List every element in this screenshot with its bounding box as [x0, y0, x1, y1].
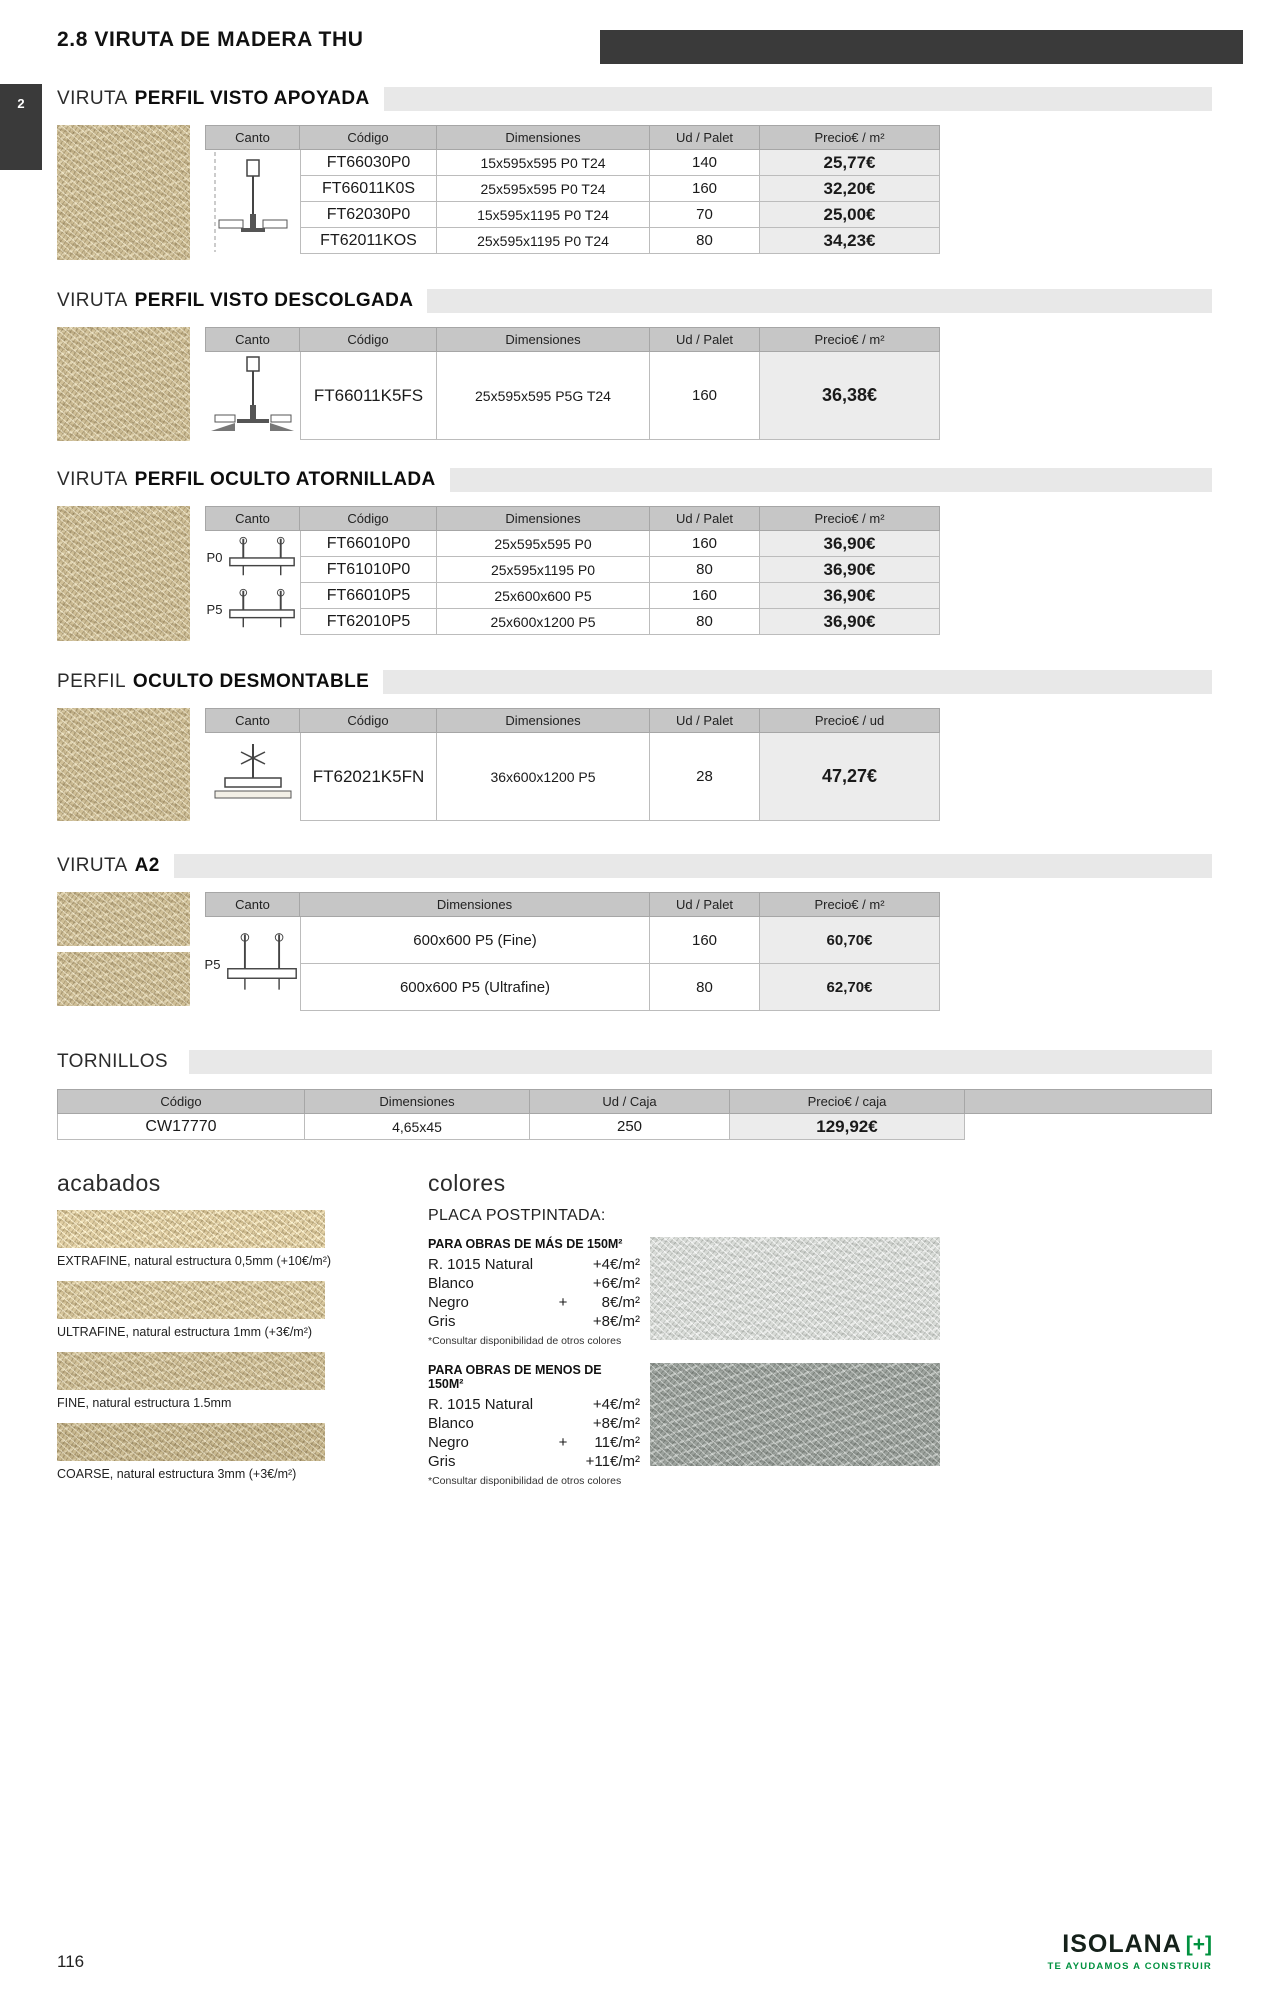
dimensiones-cell: 600x600 P5 (Fine)	[300, 917, 650, 964]
dimensiones-cell: 25x595x595 P0	[437, 531, 650, 557]
col-header-dimensiones: Dimensiones	[437, 125, 650, 150]
ud-palet-cell: 160	[650, 917, 760, 964]
fine-texture-image	[57, 1352, 325, 1390]
section-title-light: PERFIL	[57, 671, 126, 692]
product-table	[205, 892, 940, 1011]
ud-palet-cell: 160	[650, 352, 760, 440]
colores-subtitle: PLACA POSTPINTADA:	[428, 1207, 606, 1224]
col-header-canto: Canto	[205, 708, 300, 733]
color-name: Negro	[428, 1434, 469, 1451]
section-title-light: TORNILLOS	[57, 1051, 168, 1072]
dimensiones-cell: 25x595x1195 P0	[437, 557, 650, 583]
dimensiones-cell: 15x595x1195 P0 T24	[437, 202, 650, 228]
precio-cell: 34,23€	[760, 228, 940, 254]
section-title-light: VIRUTA	[57, 855, 128, 876]
acabado-item	[57, 1281, 428, 1339]
product-row	[57, 892, 1212, 1011]
color-block-mas-150	[428, 1237, 940, 1347]
ud-palet-cell: 28	[650, 733, 760, 821]
color-footnote: *Consultar disponibilidad de otros colores	[428, 1475, 622, 1487]
dimensiones-cell: 25x595x1195 P0 T24	[437, 228, 650, 254]
codigo-cell: FT62030P0	[300, 202, 437, 228]
acabados-title: acabados	[57, 1170, 161, 1196]
color-price-list	[428, 1237, 640, 1347]
color-row	[428, 1395, 640, 1414]
white-wood-wool-texture-image	[650, 1237, 940, 1340]
perfil-visto-apoyada-diagram	[205, 152, 300, 252]
color-name: R. 1015 Natural	[428, 1396, 534, 1413]
canto-label-p5: P5	[206, 601, 223, 617]
color-value: +8€/m²	[592, 1415, 640, 1432]
canto-cell	[205, 733, 300, 821]
color-value: +8€/m²	[592, 1313, 640, 1330]
section-title	[57, 853, 1212, 879]
col-header-precio: Precio€ / ud	[760, 708, 940, 733]
acabado-caption: FINE, natural estructura 1.5mm	[57, 1396, 232, 1410]
col-header-precio: Precio€ / m²	[760, 125, 940, 150]
col-header-ud-palet: Ud / Palet	[650, 125, 760, 150]
bottom-area	[57, 1170, 1212, 1487]
dimensiones-cell: 25x600x600 P5	[437, 583, 650, 609]
wood-wool-texture-image	[57, 952, 190, 1006]
color-plus: +	[558, 1294, 568, 1311]
ultrafine-texture-image	[57, 1281, 325, 1319]
dimensiones-cell: 15x595x595 P0 T24	[437, 150, 650, 176]
gray-wood-wool-texture-image	[650, 1363, 940, 1466]
color-name: R. 1015 Natural	[428, 1256, 534, 1273]
ud-palet-cell: 70	[650, 202, 760, 228]
canto-p5-group	[205, 930, 301, 998]
col-header-canto: Canto	[205, 125, 300, 150]
col-header-dimensiones: Dimensiones	[437, 506, 650, 531]
color-block-heading: PARA OBRAS DE MÁS DE 150M²	[428, 1237, 623, 1251]
color-name: Negro	[428, 1294, 469, 1311]
canto-cell	[205, 150, 300, 254]
col-header-ud-palet: Ud / Palet	[650, 892, 760, 917]
color-block-menos-150	[428, 1363, 940, 1487]
chapter-number: 2	[17, 96, 25, 111]
section-viruta-a2	[57, 853, 1212, 1011]
wood-wool-texture-image	[57, 708, 190, 821]
acabado-item	[57, 1352, 428, 1410]
section-title-light: VIRUTA	[57, 469, 128, 490]
section-title	[57, 1049, 1212, 1075]
canto-cell	[205, 917, 300, 1011]
acabado-item	[57, 1210, 428, 1268]
section-title	[57, 467, 1212, 493]
canto-cell	[205, 531, 300, 635]
dimensiones-cell: 25x600x1200 P5	[437, 609, 650, 635]
coarse-texture-image	[57, 1423, 325, 1461]
color-plus	[550, 1452, 576, 1471]
perfil-visto-descolgada-diagram	[205, 353, 300, 439]
canto-p0-group	[207, 534, 299, 580]
wood-wool-texture-image	[57, 327, 190, 441]
color-name: Blanco	[428, 1415, 474, 1432]
color-plus	[550, 1274, 576, 1293]
ud-palet-cell: 80	[650, 228, 760, 254]
col-header-codigo: Código	[300, 506, 437, 531]
ud-caja-cell: 250	[530, 1114, 730, 1140]
color-row	[428, 1255, 640, 1274]
product-row	[57, 708, 1212, 821]
dimensiones-cell: 600x600 P5 (Ultrafine)	[300, 964, 650, 1011]
col-header-canto: Canto	[205, 892, 300, 917]
color-row	[428, 1312, 640, 1331]
col-header-canto: Canto	[205, 506, 300, 531]
ud-palet-cell: 80	[650, 557, 760, 583]
acabado-caption: ULTRAFINE, natural estructura 1mm (+3€/m²)	[57, 1325, 313, 1339]
col-header-precio: Precio€ / m²	[760, 506, 940, 531]
section-title	[57, 669, 1212, 695]
color-name: Blanco	[428, 1275, 474, 1292]
colores-section	[428, 1170, 940, 1487]
precio-cell: 36,90€	[760, 583, 940, 609]
col-header-canto: Canto	[205, 327, 300, 352]
col-header-dimensiones: Dimensiones	[305, 1089, 530, 1114]
product-row	[57, 327, 1212, 441]
precio-cell: 25,00€	[760, 202, 940, 228]
col-header-codigo: Código	[300, 708, 437, 733]
section-perfil-visto-descolgada	[57, 288, 1212, 441]
ud-palet-cell: 160	[650, 531, 760, 557]
product-row	[57, 125, 1212, 260]
page-number: 116	[57, 1952, 85, 1971]
canto-p5-group	[207, 586, 299, 632]
color-value: 11€/m²	[594, 1434, 640, 1451]
perfil-desmontable-diagram	[205, 742, 300, 812]
product-table	[205, 125, 940, 254]
wood-wool-texture-image	[57, 892, 190, 946]
precio-cell: 32,20€	[760, 176, 940, 202]
col-header-ud-palet: Ud / Palet	[650, 708, 760, 733]
section-title-bold: PERFIL VISTO APOYADA	[134, 88, 370, 109]
acabado-item	[57, 1423, 428, 1481]
section-perfil-oculto-atornillada	[57, 467, 1212, 641]
canto-label-p0: P0	[206, 549, 223, 565]
precio-cell: 47,27€	[760, 733, 940, 821]
section-title-bold: PERFIL VISTO DESCOLGADA	[134, 290, 414, 311]
perfil-a2-diagram	[224, 930, 300, 998]
dimensiones-cell: 4,65x45	[305, 1114, 530, 1140]
color-value: +11€/m²	[585, 1453, 640, 1470]
section-title-fill	[383, 670, 1212, 694]
dimensiones-cell: 25x595x595 P5G T24	[437, 352, 650, 440]
col-header-dimensiones: Dimensiones	[437, 327, 650, 352]
ud-palet-cell: 140	[650, 150, 760, 176]
section-title-fill	[174, 854, 1212, 878]
color-plus	[550, 1255, 576, 1274]
precio-cell: 62,70€	[760, 964, 940, 1011]
brand-logo	[1048, 1930, 1212, 1972]
section-title-fill	[189, 1050, 1212, 1074]
brand-name: ISOLANA	[1062, 1930, 1182, 1958]
color-row	[428, 1414, 640, 1433]
col-header-codigo: Código	[57, 1089, 305, 1114]
section-title-bold: A2	[134, 855, 160, 876]
color-block-heading: PARA OBRAS DE MENOS DE 150M²	[428, 1363, 602, 1391]
color-row	[428, 1274, 640, 1293]
ud-palet-cell: 80	[650, 609, 760, 635]
acabado-caption: COARSE, natural estructura 3mm (+3€/m²)	[57, 1467, 297, 1481]
color-name: Gris	[428, 1313, 456, 1330]
wood-wool-texture-image	[57, 125, 190, 260]
col-header-codigo: Código	[300, 327, 437, 352]
tornillos-table	[57, 1089, 1212, 1140]
section-title-fill	[427, 289, 1212, 313]
section-tornillos	[57, 1049, 1212, 1140]
product-table	[205, 506, 940, 635]
section-title	[57, 288, 1212, 314]
perfil-oculto-p0-diagram	[226, 534, 298, 580]
codigo-cell: FT62021K5FN	[300, 733, 437, 821]
color-row	[428, 1433, 640, 1452]
canto-cell	[205, 352, 300, 440]
col-header-precio: Precio€ / m²	[760, 892, 940, 917]
dimensiones-cell: 25x595x595 P0 T24	[437, 176, 650, 202]
brand-plus-icon: [+]	[1185, 1932, 1212, 1956]
precio-cell: 36,90€	[760, 609, 940, 635]
color-value: 8€/m²	[601, 1294, 640, 1311]
color-plus: +	[558, 1434, 568, 1451]
page-title: 2.8 VIRUTA DE MADERA THU	[57, 28, 364, 51]
precio-cell: 36,90€	[760, 557, 940, 583]
col-header-codigo: Código	[300, 125, 437, 150]
codigo-cell: CW17770	[57, 1114, 305, 1140]
acabado-caption: EXTRAFINE, natural estructura 0,5mm (+10€/m²)	[57, 1254, 332, 1268]
color-plus	[550, 1312, 576, 1331]
perfil-oculto-p5-diagram	[226, 586, 298, 632]
codigo-cell: FT62011KOS	[300, 228, 437, 254]
col-header-dimensiones: Dimensiones	[300, 892, 650, 917]
color-price-list	[428, 1363, 640, 1487]
extrafine-texture-image	[57, 1210, 325, 1248]
wood-wool-texture-image	[57, 506, 190, 641]
section-title-fill	[450, 468, 1212, 492]
color-value: +4€/m²	[592, 1396, 640, 1413]
codigo-cell: FT66010P0	[300, 531, 437, 557]
page-footer	[57, 1930, 1212, 1972]
codigo-cell: FT61010P0	[300, 557, 437, 583]
section-perfil-oculto-desmontable	[57, 669, 1212, 821]
codigo-cell: FT66010P5	[300, 583, 437, 609]
precio-cell: 25,77€	[760, 150, 940, 176]
product-table	[205, 327, 940, 440]
col-header-ud-palet: Ud / Palet	[650, 327, 760, 352]
canto-label-p5: P5	[204, 956, 221, 972]
color-row	[428, 1452, 640, 1471]
color-row	[428, 1293, 640, 1312]
col-header-precio: Precio€ / m²	[760, 327, 940, 352]
precio-cell: 60,70€	[760, 917, 940, 964]
section-title-bold: OCULTO DESMONTABLE	[132, 671, 370, 692]
colores-title: colores	[428, 1170, 506, 1196]
precio-cell: 129,92€	[730, 1114, 965, 1140]
section-title-fill	[384, 87, 1212, 111]
color-value: +4€/m²	[592, 1256, 640, 1273]
row-filler	[965, 1114, 1212, 1140]
ud-palet-cell: 160	[650, 176, 760, 202]
ud-palet-cell: 160	[650, 583, 760, 609]
codigo-cell: FT66011K0S	[300, 176, 437, 202]
section-title-bold: PERFIL OCULTO ATORNILLADA	[134, 469, 436, 490]
section-title	[57, 86, 1212, 112]
precio-cell: 36,38€	[760, 352, 940, 440]
color-name: Gris	[428, 1453, 456, 1470]
product-table	[205, 708, 940, 821]
wood-wool-texture-stack	[57, 892, 190, 1006]
col-header-precio-caja: Precio€ / caja	[730, 1089, 965, 1114]
section-perfil-visto-apoyada	[57, 86, 1212, 260]
codigo-cell: FT66011K5FS	[300, 352, 437, 440]
col-header-ud-palet: Ud / Palet	[650, 506, 760, 531]
color-value: +6€/m²	[592, 1275, 640, 1292]
color-plus	[550, 1395, 576, 1414]
color-footnote: *Consultar disponibilidad de otros colores	[428, 1335, 622, 1347]
product-row	[57, 506, 1212, 641]
codigo-cell: FT66030P0	[300, 150, 437, 176]
section-title-light: VIRUTA	[57, 88, 128, 109]
chapter-tab	[0, 84, 42, 170]
col-header-dimensiones: Dimensiones	[437, 708, 650, 733]
color-plus	[550, 1414, 576, 1433]
codigo-cell: FT62010P5	[300, 609, 437, 635]
acabados-section	[57, 1170, 428, 1487]
col-header-ud-caja: Ud / Caja	[530, 1089, 730, 1114]
col-header-filler	[965, 1089, 1212, 1114]
section-title-light: VIRUTA	[57, 290, 128, 311]
precio-cell: 36,90€	[760, 531, 940, 557]
ud-palet-cell: 80	[650, 964, 760, 1011]
dimensiones-cell: 36x600x1200 P5	[437, 733, 650, 821]
brand-tagline: TE AYUDAMOS A CONSTRUIR	[1047, 1961, 1212, 1972]
